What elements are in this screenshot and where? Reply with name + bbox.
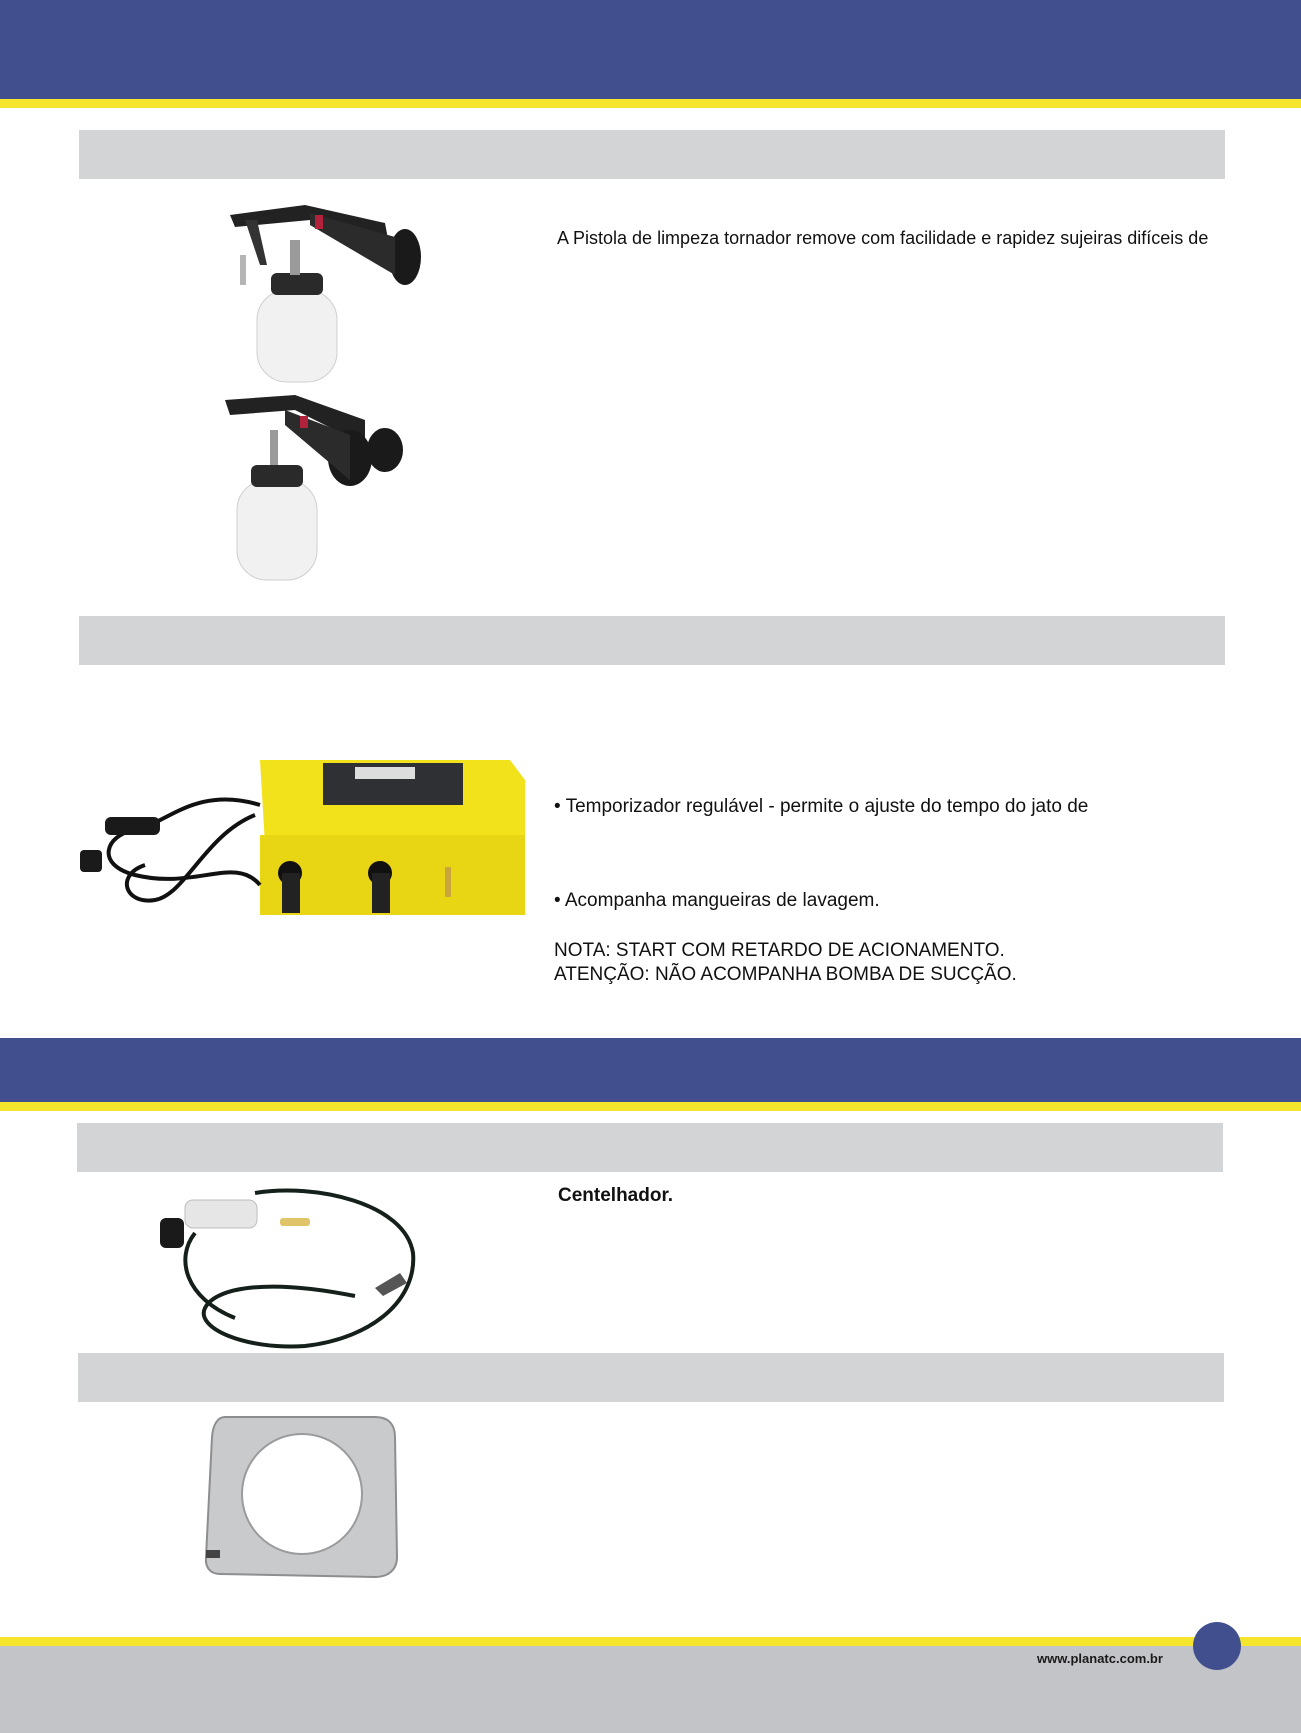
section3-title-bar (77, 1123, 1223, 1172)
section2-title-bar (79, 616, 1225, 665)
section1-description: A Pistola de limpeza tornador remove com facilidade e rapidez sujeiras difíceis de (557, 228, 1209, 248)
section3-description: Centelhador. (558, 1185, 674, 1206)
section2-note: NOTA: START COM RETARDO DE ACIONAMENTO. (554, 940, 1005, 961)
section2-bullet-hoses: • Acompanha mangueiras de lavagem. (554, 890, 880, 911)
section4-title-bar (78, 1353, 1224, 1402)
metal-plate-image (200, 1412, 405, 1582)
section1-title-bar (79, 130, 1225, 179)
footer-stripe (0, 1637, 1301, 1646)
middle-stripe (0, 1102, 1301, 1111)
yellow-control-box-image (75, 755, 530, 930)
section2-warning: ATENÇÃO: NÃO ACOMPANHA BOMBA DE SUCÇÃO. (554, 964, 1017, 985)
top-header-band (0, 0, 1301, 99)
tornador-gun-image-1 (215, 195, 430, 385)
top-header-stripe (0, 99, 1301, 108)
section2-bullet-timer: • Temporizador regulável - permite o ajuste do tempo do jato de (554, 796, 1089, 817)
footer-website[interactable]: www.planatc.com.br (1037, 1651, 1163, 1666)
middle-band (0, 1038, 1301, 1102)
tornador-gun-image-2 (215, 390, 430, 585)
page-number-circle (1193, 1622, 1241, 1670)
spark-tester-cable-image (155, 1178, 425, 1353)
